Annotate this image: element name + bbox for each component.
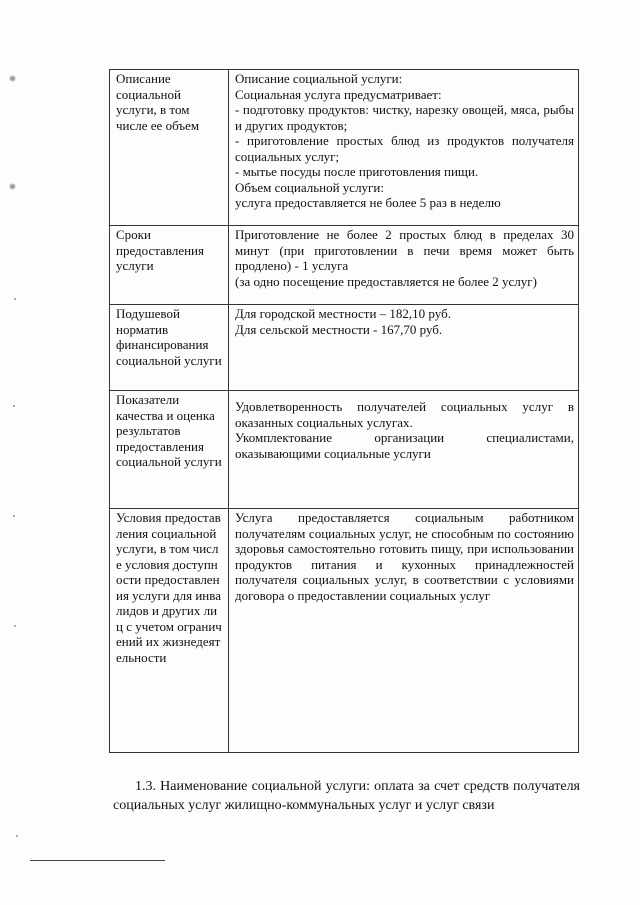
table-row [110,226,579,305]
content-line: - мытье посуды после приготовления пищи. [235,164,479,179]
row-label [110,509,229,753]
scan-speck [14,298,16,300]
row-content [229,70,579,226]
content-line: - подготовку продуктов: чистку, нарезку овощей, мяса, рыбы и других продуктов; [235,102,574,133]
content-line: Социальная услуга предусматривает: [235,86,442,102]
scan-speck [13,405,15,407]
scan-speck [9,75,16,82]
row-label [110,226,229,305]
scan-speck [14,625,16,627]
table-row [110,305,579,391]
content-line: Укомплектование организации специалистами, оказывающими социальные услуги [235,430,574,461]
row-content [229,226,579,305]
row-label-text: Подушевой норматив финансирования социальной услуги [116,306,222,368]
content-line: Для сельской местности - 167,70 руб. [235,321,443,337]
row-content [229,391,579,509]
row-label-text: Условия предоставления социальной услуги, в том числе условия доступности предоставления услуги для инвалидов и других лиц с учетом ограничений их жизнедеятельности [116,510,222,665]
content-line: Удовлетворенность получателей социальных услуг в оказанных социальных услугах. [235,399,574,430]
content-line: - приготовление простых блюд из продуктов получателя социальных услуг; [235,133,574,164]
content-line: (за одно посещение предоставляется не более 2 услуг) [235,273,537,289]
content-line: Объем социальной услуги: [235,179,384,195]
scan-speck [13,515,15,517]
row-label-text: Сроки предоставления услуги [116,227,204,273]
content-line: Для городской местности – 182,10 руб. [235,306,451,321]
row-label [110,391,229,509]
content-line: Услуга предоставляется социальным работником получателям социальных услуг, не способным по состоянию здоровья самостоятельно готовить пищу, при использовании продуктов питания и кухонных принадлежностей получателя социальных услуг, в соответствии с условиями договора о предоставлении социальных услуг [235,510,574,603]
content-line: Приготовление не более 2 простых блюд в пределах 30 минут (при приготовлении в печи время может быть продлено) - 1 услуга [235,227,574,273]
scan-speck [16,835,18,837]
service-table [109,69,579,753]
footnote-divider [30,860,165,861]
section-heading-paragraph: 1.3. Наименование социальной услуги: оплата за счет средств получателя социальных услуг жилищно-коммунальных услуг и услуг связи [113,779,580,813]
content-line: услуга предоставляется не более 5 раз в неделю [235,195,501,210]
table-row [110,509,579,753]
row-label [110,305,229,391]
row-label-text: Описание социальной услуги, в том числе ее объем [116,71,200,133]
row-content [229,509,579,753]
table-row [110,70,579,226]
content-line: Описание социальной услуги: [235,71,403,86]
row-content [229,305,579,391]
row-label-text: Показатели качества и оценка результатов предоставления социальной услуги [116,392,222,469]
table-row [110,391,579,509]
row-label [110,70,229,226]
scan-speck [9,183,16,190]
